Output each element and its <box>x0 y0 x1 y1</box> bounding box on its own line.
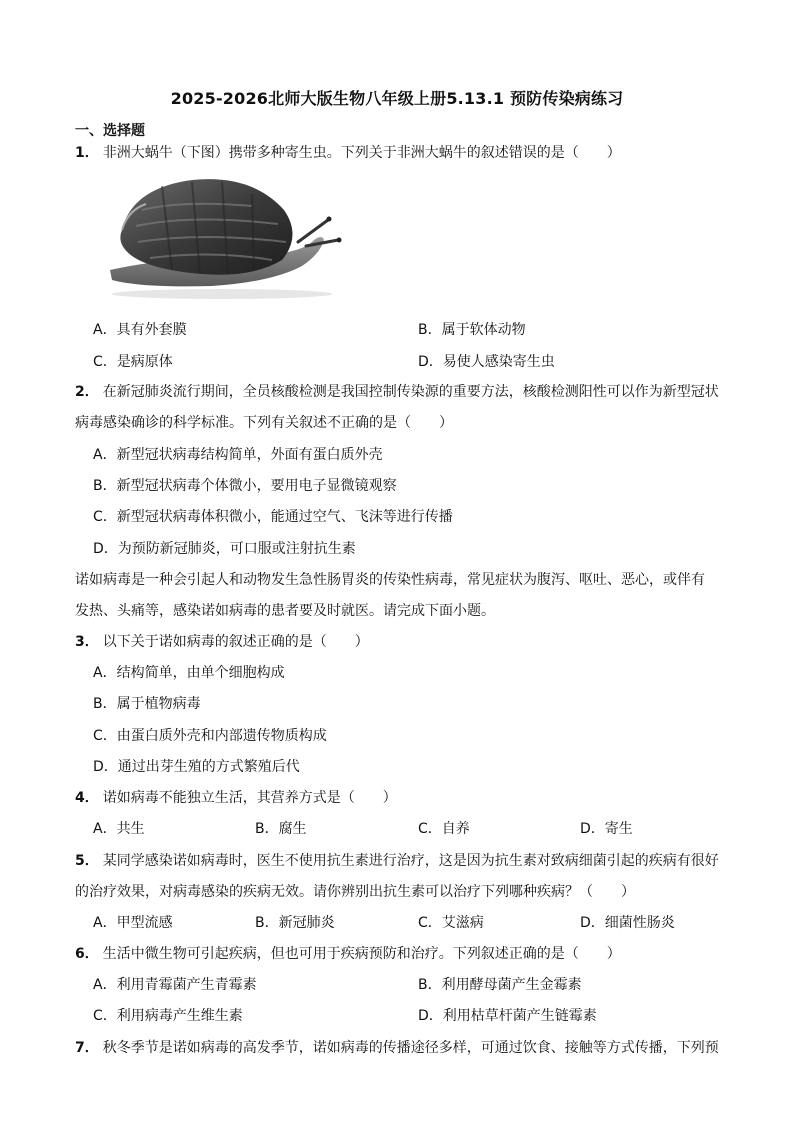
q4-option-b: B．腐生 <box>255 821 307 837</box>
question-number: 1． <box>75 145 99 161</box>
question-text: 生活中微生物可引起疾病，但也可用于疾病预防和治疗。下列叙述正确的是（ ） <box>102 946 621 962</box>
q3-option-c: C．由蛋白质外壳和内部遗传物质构成 <box>93 728 327 744</box>
q5-option-b: B．新冠肺炎 <box>255 915 335 931</box>
q5-option-a: A．甲型流感 <box>93 915 173 931</box>
q1-option-b: B．属于软体动物 <box>418 322 526 338</box>
question-2-stem <box>75 382 719 402</box>
question-2-stem-cont: 病毒感染确诊的科学标准。下列有关叙述不正确的是（ ） <box>75 415 453 431</box>
q3-option-b: B．属于植物病毒 <box>93 696 201 712</box>
q4-option-d: D．寄生 <box>580 821 633 837</box>
q6-option-d: D．利用枯草杆菌产生链霉素 <box>418 1008 597 1024</box>
question-number: 3． <box>75 634 99 650</box>
question-6-stem <box>75 944 621 964</box>
question-text: 某同学感染诺如病毒时，医生不使用抗生素进行治疗，这是因为抗生素对致病细菌引起的疾病有很好 <box>102 853 719 869</box>
question-text: 非洲大蜗牛（下图）携带多种寄生虫。下列关于非洲大蜗牛的叙述错误的是（ ） <box>102 145 621 161</box>
q6-option-c: C．利用病毒产生维生素 <box>93 1008 243 1024</box>
q4-option-a: A．共生 <box>93 821 145 837</box>
question-1-stem <box>75 143 621 163</box>
question-text: 秋冬季节是诺如病毒的高发季节，诺如病毒的传播途径多样，可通过饮食、接触等方式传播，下列预 <box>102 1040 719 1056</box>
q5-option-c: C．艾滋病 <box>418 915 484 931</box>
question-5-stem <box>75 851 719 871</box>
q6-option-a: A．利用青霉菌产生青霉素 <box>93 977 257 993</box>
page-title: 2025-2026北师大版生物八年级上册5.13.1 预防传染病练习 <box>170 89 624 108</box>
question-7-stem <box>75 1038 719 1058</box>
question-4-stem <box>75 788 397 808</box>
section-heading: 一、选择题 <box>75 123 145 139</box>
snail-image <box>102 170 342 300</box>
q2-option-c: C．新型冠状病毒体积微小，能通过空气、飞沫等进行传播 <box>93 509 453 525</box>
q6-option-b: B．利用酵母菌产生金霉素 <box>418 977 582 993</box>
question-5-stem-cont: 的治疗效果，对病毒感染的疾病无效。请你辨别出抗生素可以治疗下列哪种疾病？（ ） <box>75 884 635 900</box>
question-text: 在新冠肺炎流行期间，全员核酸检测是我国控制传染源的重要方法，核酸检测阳性可以作为新型冠状 <box>102 384 719 400</box>
q2-option-d: D．为预防新冠肺炎，可口服或注射抗生素 <box>93 541 356 557</box>
question-text: 诺如病毒不能独立生活，其营养方式是（ ） <box>102 790 397 806</box>
q2-option-b: B．新型冠状病毒个体微小，要用电子显微镜观察 <box>93 478 397 494</box>
question-number: 2． <box>75 384 99 400</box>
q5-option-d: D．细菌性肠炎 <box>580 915 675 931</box>
q4-option-c: C．自养 <box>418 821 470 837</box>
passage-line-1: 诺如病毒是一种会引起人和动物发生急性肠胃炎的传染性病毒，常见症状为腹泻、呕吐、恶心，或伴有 <box>75 572 705 588</box>
question-number: 4． <box>75 790 99 806</box>
question-number: 7． <box>75 1040 99 1056</box>
question-number: 6． <box>75 946 99 962</box>
q3-option-a: A．结构简单，由单个细胞构成 <box>93 665 285 681</box>
question-text: 以下关于诺如病毒的叙述正确的是（ ） <box>102 634 369 650</box>
question-number: 5． <box>75 853 99 869</box>
q3-option-d: D．通过出芽生殖的方式繁殖后代 <box>93 759 300 775</box>
q1-option-c: C．是病原体 <box>93 354 173 370</box>
q1-option-a: A．具有外套膜 <box>93 322 187 338</box>
passage-line-2: 发热、头痛等，感染诺如病毒的患者要及时就医。请完成下面小题。 <box>75 603 495 619</box>
q1-option-d: D．易使人感染寄生虫 <box>418 354 555 370</box>
q2-option-a: A．新型冠状病毒结构简单，外面有蛋白质外壳 <box>93 447 383 463</box>
question-3-stem <box>75 632 369 652</box>
